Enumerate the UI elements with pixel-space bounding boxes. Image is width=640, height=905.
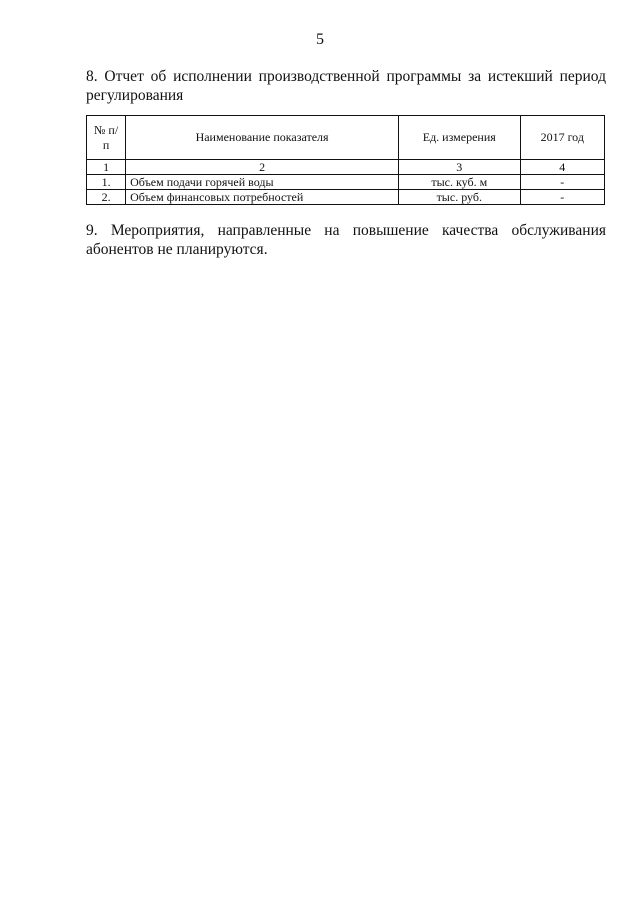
- page-number: 5: [316, 31, 324, 48]
- row-value: -: [520, 190, 604, 205]
- row-indicator-name: Объем финансовых потребностей: [126, 190, 399, 205]
- row-number: 1.: [87, 175, 126, 190]
- header-unit: Ед. измерения: [399, 116, 521, 160]
- table-header-row: [87, 116, 605, 160]
- production-program-report-table: [86, 115, 605, 205]
- column-number-cell: 3: [399, 160, 521, 175]
- table-row: [87, 175, 605, 190]
- column-number-cell: 4: [520, 160, 604, 175]
- header-year: 2017 год: [520, 116, 604, 160]
- table-row: [87, 190, 605, 205]
- column-number-cell: 2: [126, 160, 399, 175]
- row-value: -: [520, 175, 604, 190]
- column-number-cell: 1: [87, 160, 126, 175]
- row-number: 2.: [87, 190, 126, 205]
- header-indicator-name: Наименование показателя: [126, 116, 399, 160]
- header-number: № п/п: [87, 116, 126, 160]
- section-9-paragraph: 9. Мероприятия, направленные на повышение качества обслуживания абонентов не планируются.: [86, 222, 606, 258]
- row-indicator-name: Объем подачи горячей воды: [126, 175, 399, 190]
- section-8-heading: 8. Отчет об исполнении производственной программы за истекший период регулирования: [86, 68, 606, 104]
- row-unit: тыс. руб.: [399, 190, 521, 205]
- column-number-row: [87, 160, 605, 175]
- row-unit: тыс. куб. м: [399, 175, 521, 190]
